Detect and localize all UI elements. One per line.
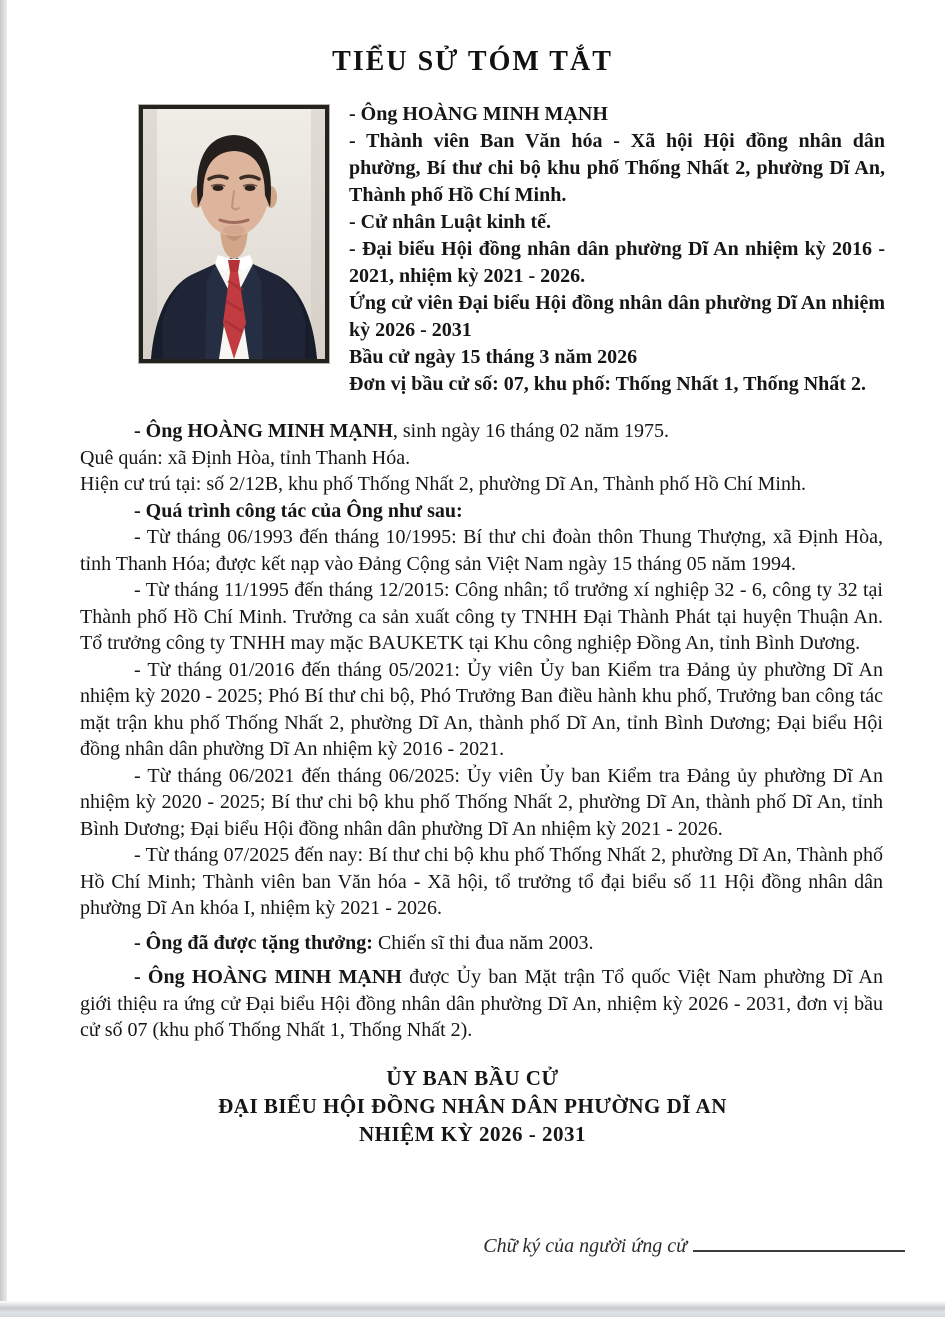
paragraph-text: , sinh ngày 16 tháng 02 năm 1975. <box>392 420 669 442</box>
biography-body <box>80 418 883 1044</box>
paragraph-text: - Từ tháng 06/1993 đến tháng 10/1995: Bí thư chi đoàn thôn Thung Thượng, xã Định Hòa, tỉnh Thanh Hóa; được kết nạp vào Đảng Cộng sản Việt Nam ngày 15 tháng 05 năm 1994. <box>80 526 883 575</box>
paragraph <box>80 964 883 1044</box>
footer-line: NHIỆM KỲ 2026 - 2031 <box>359 1121 586 1146</box>
candidate-photo <box>139 105 329 363</box>
paragraph <box>80 577 883 657</box>
paragraph-bold-lead: - Ông HOÀNG MINH MẠNH <box>134 966 402 988</box>
paragraph <box>80 842 883 922</box>
paragraph-text: - Từ tháng 01/2016 đến tháng 05/2021: Ủy viên Ủy ban Kiểm tra Đảng ủy phường Dĩ An nhiệm kỳ 2020 - 2025; Phó Bí thư chi bộ, Phó Trưởng Ban điều hành khu phố, Trưởng ban công tác mặt trận khu phố Thống Nhất 2, phường Dĩ An, thành phố Dĩ An, tỉnh Bình Dương; Đại biểu Hội đồng nhân dân phường Dĩ An nhiệm kỳ 2016 - 2021. <box>80 658 883 760</box>
profile-line: - Đại biểu Hội đồng nhân dân phường Dĩ An nhiệm kỳ 2016 - 2021, nhiệm kỳ 2021 - 2026. <box>349 238 885 287</box>
paragraph <box>80 471 883 498</box>
paragraph-text: - Từ tháng 07/2025 đến nay: Bí thư chi bộ khu phố Thống Nhất 2, phường Dĩ An, Thành phố Hồ Chí Minh; Thành viên ban Văn hóa - Xã hội, tổ trưởng tổ đại biểu số 11 Hội đồng nhân dân phường Dĩ An khóa I, nhiệm kỳ 2021 - 2026. <box>80 844 883 919</box>
page-title: TIỂU SỬ TÓM TẮT <box>332 46 613 77</box>
paragraph-bold-lead: - Quá trình công tác của Ông như sau: <box>134 499 463 522</box>
profile-line: - Ông HOÀNG MINH MẠNH <box>349 103 608 125</box>
paragraph-text: Chiến sĩ thi đua năm 2003. <box>372 931 594 954</box>
paragraph-text: Hiện cư trú tại: số 2/12B, khu phố Thống Nhất 2, phường Dĩ An, Thành phố Hồ Chí Minh. <box>80 473 806 495</box>
paragraph <box>80 418 883 445</box>
signature-label: Chữ ký của người ứng cử <box>483 1235 687 1257</box>
signature-blank-line[interactable] <box>693 1236 905 1252</box>
footer-line: ĐẠI BIỂU HỘI ĐỒNG NHÂN DÂN PHƯỜNG DĨ AN <box>218 1093 727 1118</box>
profile-line: Đơn vị bầu cử số: 07, khu phố: Thống Nhất 1, Thống Nhất 2. <box>349 373 866 395</box>
paragraph-text: - Từ tháng 06/2021 đến tháng 06/2025: Ủy viên Ủy ban Kiểm tra Đảng ủy phường Dĩ An nhiệm kỳ 2020 - 2025; Bí thư chi bộ khu phố Thống Nhất 2, phường Dĩ An, thành phố Dĩ An, tỉnh Bình Dương; Đại biểu Hội đồng nhân dân phường Dĩ An nhiệm kỳ 2021 - 2026. <box>80 764 883 840</box>
paragraph <box>80 524 883 577</box>
portrait-illustration <box>143 109 325 359</box>
paragraph <box>80 498 883 525</box>
paragraph <box>80 657 883 763</box>
footer-line: ỦY BAN BẦU CỬ <box>386 1065 559 1090</box>
paragraph-text: Quê quán: xã Định Hòa, tỉnh Thanh Hóa. <box>80 446 411 469</box>
paragraph-text: - Từ tháng 11/1995 đến tháng 12/2015: Công nhân; tổ trưởng xí nghiệp 32 - 6, công ty 32 tại Thành phố Hồ Chí Minh. Trưởng ca sản xuất công ty TNHH Đại Thành Phát tại huyện Thuận An. Tổ trưởng công ty TNHH may mặc BAUKETK tại Khu công nghiệp Đồng An, tỉnh Bình Dương. <box>80 579 883 654</box>
paragraph <box>80 445 883 472</box>
header-row <box>139 105 885 398</box>
election-committee-block <box>0 1064 945 1148</box>
paragraph <box>80 763 883 843</box>
paragraph-text: được Ủy ban Mặt trận Tổ quốc Việt Nam phường Dĩ An giới thiệu ra ứng cử Đại biểu Hội đồng nhân dân phường Dĩ An, nhiệm kỳ 2026 - 2031, đơn vị bầu cử số 07 (khu phố Thống Nhất 1, Thống Nhất 2). <box>80 966 883 1041</box>
profile-line: - Thành viên Ban Văn hóa - Xã hội Hội đồng nhân dân phường, Bí thư chi bộ khu phố Thống Nhất 2, phường Dĩ An, Thành phố Hồ Chí Minh. <box>349 130 885 206</box>
scan-left-edge <box>0 0 7 1317</box>
paragraph-bold-lead: - Ông HOÀNG MINH MẠNH <box>134 420 393 442</box>
signature-row <box>483 1235 905 1258</box>
paragraph-bold-lead: - Ông đã được tặng thưởng: <box>134 931 373 954</box>
scan-bottom-edge <box>0 1301 945 1317</box>
profile-line: - Cử nhân Luật kinh tế. <box>349 211 552 233</box>
profile-summary <box>349 101 885 398</box>
profile-line: Bầu cử ngày 15 tháng 3 năm 2026 <box>349 346 638 368</box>
profile-line: Ứng cử viên Đại biểu Hội đồng nhân dân phường Dĩ An nhiệm kỳ 2026 - 2031 <box>349 292 885 341</box>
paragraph <box>80 930 883 957</box>
